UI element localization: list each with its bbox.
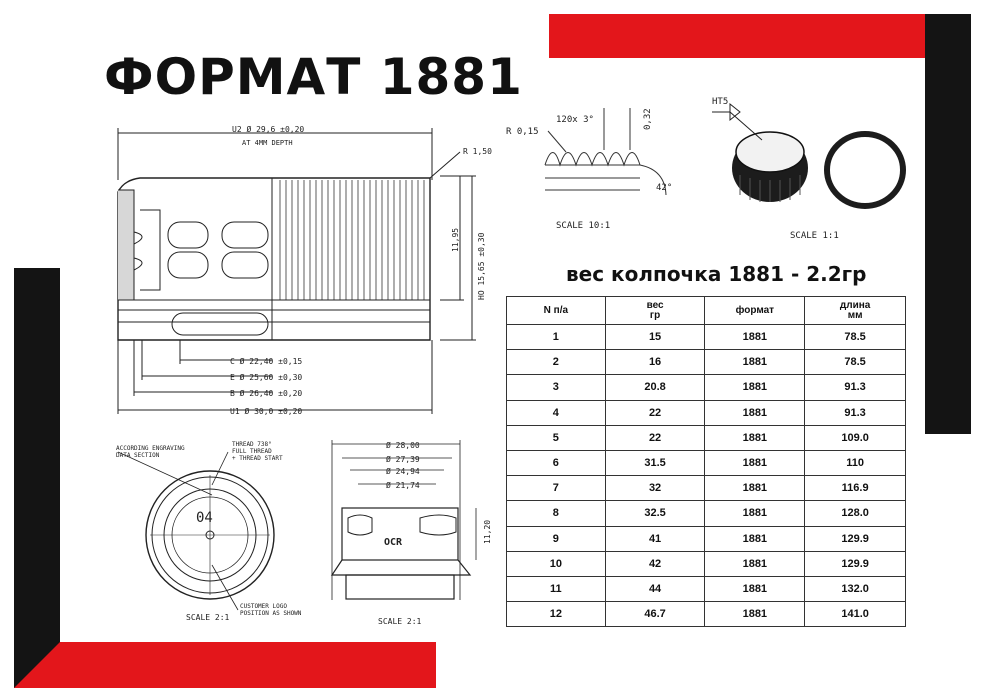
table-cell: 41 — [605, 526, 705, 551]
neck-dim-height: 11,20 — [483, 519, 492, 544]
table-cell: 1881 — [705, 350, 805, 375]
table-cell: 91.3 — [805, 375, 906, 400]
neck-dim-2: Ø 27,39 — [386, 455, 420, 464]
note-thread-3: + THREAD START — [232, 455, 283, 462]
table-cell: 42 — [605, 551, 705, 576]
main-section-view — [118, 128, 476, 414]
dim-e: E Ø 25,60 ±0,30 — [230, 373, 303, 382]
table-cell: 110 — [805, 450, 906, 475]
table-row — [507, 501, 906, 526]
table-cell: 1881 — [705, 576, 805, 601]
table-row — [507, 526, 906, 551]
neck-scale: SCALE 2:1 — [378, 617, 422, 626]
table-cell: 78.5 — [805, 350, 906, 375]
neck-dim-3: Ø 24,94 — [386, 467, 420, 476]
note-engraving-2: DATA SECTION — [116, 452, 160, 459]
table-cell: 141.0 — [805, 602, 906, 627]
spec-table — [506, 296, 906, 627]
table-cell: 78.5 — [805, 325, 906, 350]
knurl-ribs — [280, 180, 424, 300]
table-cell: 129.9 — [805, 526, 906, 551]
table-row — [507, 375, 906, 400]
table-cell: 116.9 — [805, 476, 906, 501]
table-cell: 128.0 — [805, 501, 906, 526]
table-cell: 91.3 — [805, 400, 906, 425]
dim-height: 11,95 — [451, 227, 460, 252]
table-row — [507, 476, 906, 501]
page-title: ФОРМАТ 1881 — [104, 48, 523, 106]
table-cell: 22 — [605, 425, 705, 450]
table-cell: 3 — [507, 375, 606, 400]
table-cell: 1881 — [705, 375, 805, 400]
table-row — [507, 450, 906, 475]
note-logo-1: CUSTOMER LOGO — [240, 603, 287, 610]
header-format: формат — [705, 297, 805, 325]
table-cell: 132.0 — [805, 576, 906, 601]
table-row — [507, 425, 906, 450]
neck-marking: OCR — [384, 537, 403, 548]
table-cell: 2 — [507, 350, 606, 375]
neck-dim-4: Ø 21,74 — [386, 481, 420, 490]
table-cell: 129.9 — [805, 551, 906, 576]
cap-render — [712, 104, 903, 206]
dim-u2-note: AT 4MM DEPTH — [242, 139, 293, 147]
table-cell: 31.5 — [605, 450, 705, 475]
table-cell: 1881 — [705, 526, 805, 551]
dim-ho: HO 15,65 ±0,30 — [477, 232, 486, 300]
dim-angle: 120x 3° — [556, 115, 594, 125]
table-cell: 10 — [507, 551, 606, 576]
cap-label: HT5 — [712, 97, 729, 107]
table-row — [507, 325, 906, 350]
table-cell: 1881 — [705, 501, 805, 526]
note-engraving-1: ACCORDING ENGRAVING — [116, 445, 185, 452]
table-cell: 109.0 — [805, 425, 906, 450]
table-row — [507, 400, 906, 425]
dim-c: C Ø 22,40 ±0,15 — [230, 357, 303, 366]
table-cell: 32 — [605, 476, 705, 501]
dim-r015: R 0,15 — [506, 127, 539, 137]
note-thread-1: THREAD 738° — [232, 441, 272, 448]
table-body — [507, 325, 906, 627]
note-thread-2: FULL THREAD — [232, 448, 272, 455]
table-row — [507, 576, 906, 601]
table-row — [507, 551, 906, 576]
dim-u1: U1 Ø 30,0 ±0,20 — [230, 407, 303, 416]
table-cell: 32.5 — [605, 501, 705, 526]
table-cell: 1881 — [705, 476, 805, 501]
table-header-row — [507, 297, 906, 325]
table-cell: 20.8 — [605, 375, 705, 400]
table-cell: 11 — [507, 576, 606, 601]
thread-scale: SCALE 10:1 — [556, 221, 611, 231]
bottom-code: 04 — [196, 510, 213, 526]
table-cell: 16 — [605, 350, 705, 375]
header-weight: вес гр — [605, 297, 705, 325]
table-cell: 9 — [507, 526, 606, 551]
table-row — [507, 602, 906, 627]
neck-profile — [332, 440, 476, 600]
table-cell: 4 — [507, 400, 606, 425]
table-cell: 6 — [507, 450, 606, 475]
table-cell: 1881 — [705, 602, 805, 627]
weight-heading: вес колпочка 1881 - 2.2гр — [566, 262, 867, 286]
dim-u2: U2 Ø 29,6 ±0,20 — [232, 125, 305, 134]
note-logo-2: POSITION AS SHOWN — [240, 610, 302, 617]
table-row — [507, 350, 906, 375]
table-cell: 1881 — [705, 551, 805, 576]
table-cell: 7 — [507, 476, 606, 501]
table-cell: 1881 — [705, 450, 805, 475]
table-cell: 44 — [605, 576, 705, 601]
bottom-view — [118, 452, 274, 610]
table-cell: 8 — [507, 501, 606, 526]
dim-r: R 1,50 — [463, 147, 492, 156]
neck-dim-1: Ø 28,00 — [386, 441, 420, 450]
table-cell: 1 — [507, 325, 606, 350]
table-cell: 1881 — [705, 400, 805, 425]
dim-b: B Ø 26,40 ±0,20 — [230, 389, 303, 398]
header-number: N п/а — [507, 297, 606, 325]
table-cell: 5 — [507, 425, 606, 450]
header-length: длина мм — [805, 297, 906, 325]
table-cell: 12 — [507, 602, 606, 627]
table-cell: 15 — [605, 325, 705, 350]
cap-scale: SCALE 1:1 — [790, 231, 839, 241]
dim-42: 42° — [656, 183, 673, 193]
table-cell: 22 — [605, 400, 705, 425]
table-cell: 1881 — [705, 425, 805, 450]
dim-032: 0,32 — [643, 108, 653, 130]
table-cell: 46.7 — [605, 602, 705, 627]
bottom-scale: SCALE 2:1 — [186, 613, 230, 622]
table-cell: 1881 — [705, 325, 805, 350]
